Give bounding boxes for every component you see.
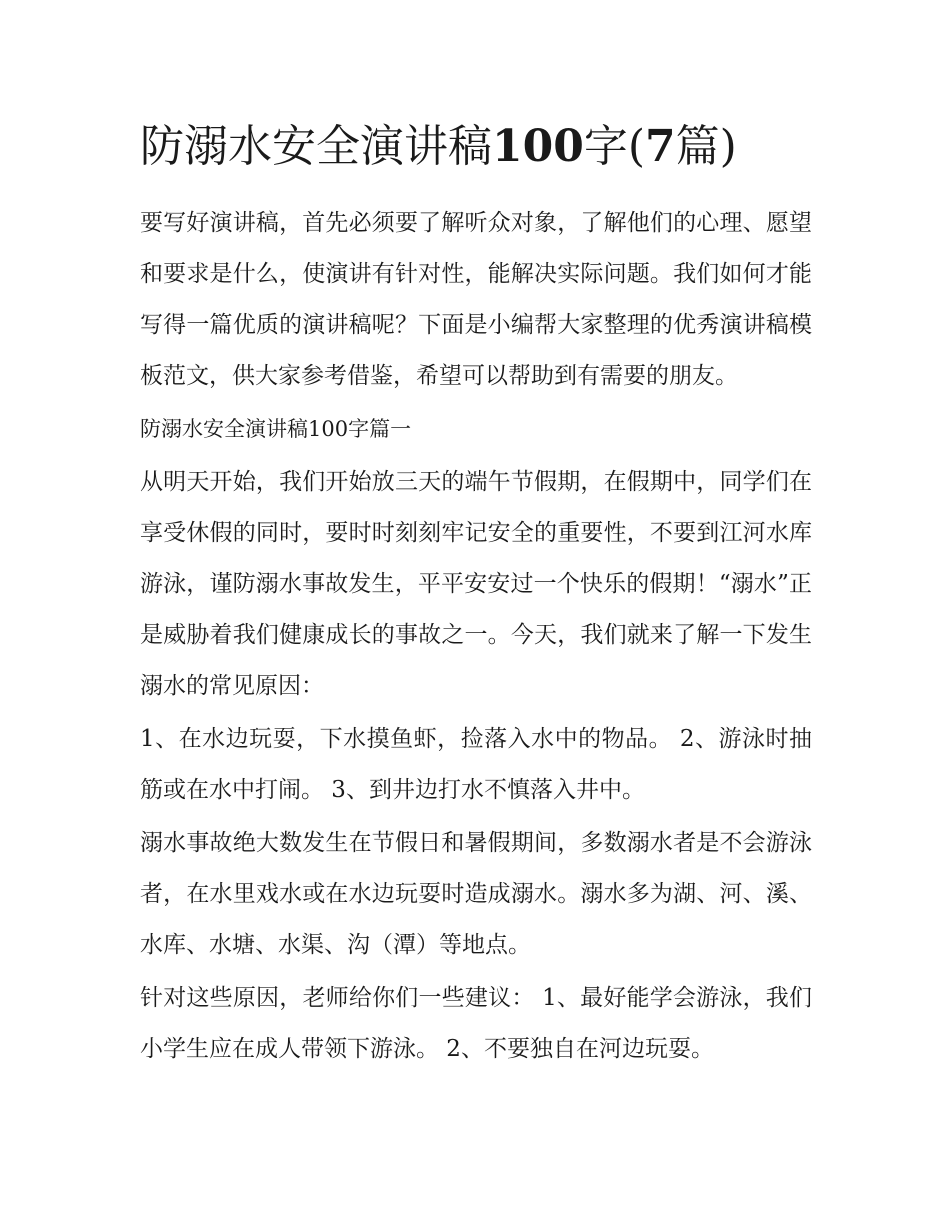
- document-title: [140, 112, 812, 182]
- body-paragraph: 针对这些原因，老师给你们一些建议： 1、最好能学会游泳，我们小学生应在成人带领下游泳。 2、不要独自在河边玩耍。: [140, 985, 812, 1062]
- body-paragraph: 1、在水边玩耍，下水摸鱼虾，捡落入水中的物品。 2、游泳时抽筋或在水中打闹。 3、到井边打水不慎落入井中。: [140, 726, 812, 803]
- title-middle: 字(: [583, 121, 646, 172]
- title-suffix: 篇): [675, 121, 737, 172]
- body-paragraph: 从明天开始，我们开始放三天的端午节假期，在假期中，同学们在享受休假的同时，要时时刻刻牢记安全的重要性，不要到江河水库游泳，谨防溺水事故发生，平平安安过一个快乐的假期！“溺水”正是威胁着我们健康成长的事故之一。今天，我们就来了解一下发生溺水的常见原因：: [140, 469, 812, 699]
- title-prefix: 防溺水安全演讲稿: [140, 121, 492, 172]
- body-paragraph: 溺水事故绝大数发生在节假日和暑假期间，多数溺水者是不会游泳者，在水里戏水或在水边玩耍时造成溺水。溺水多为湖、河、溪、水库、水塘、水渠、沟（潭）等地点。: [140, 830, 812, 958]
- section-heading: 防溺水安全演讲稿100字篇一: [140, 417, 412, 441]
- title-count: 7: [645, 121, 676, 172]
- title-number: 100: [492, 121, 584, 172]
- intro-paragraph: 要写好演讲稿，首先必须要了解听众对象，了解他们的心理、愿望和要求是什么，使演讲有针对性，能解决实际问题。我们如何才能写得一篇优质的演讲稿呢？下面是小编帮大家整理的优秀演讲稿模板范文，供大家参考借鉴，希望可以帮助到有需要的朋友。: [140, 210, 812, 389]
- document-body: [140, 198, 812, 1075]
- document-page: [140, 112, 812, 1077]
